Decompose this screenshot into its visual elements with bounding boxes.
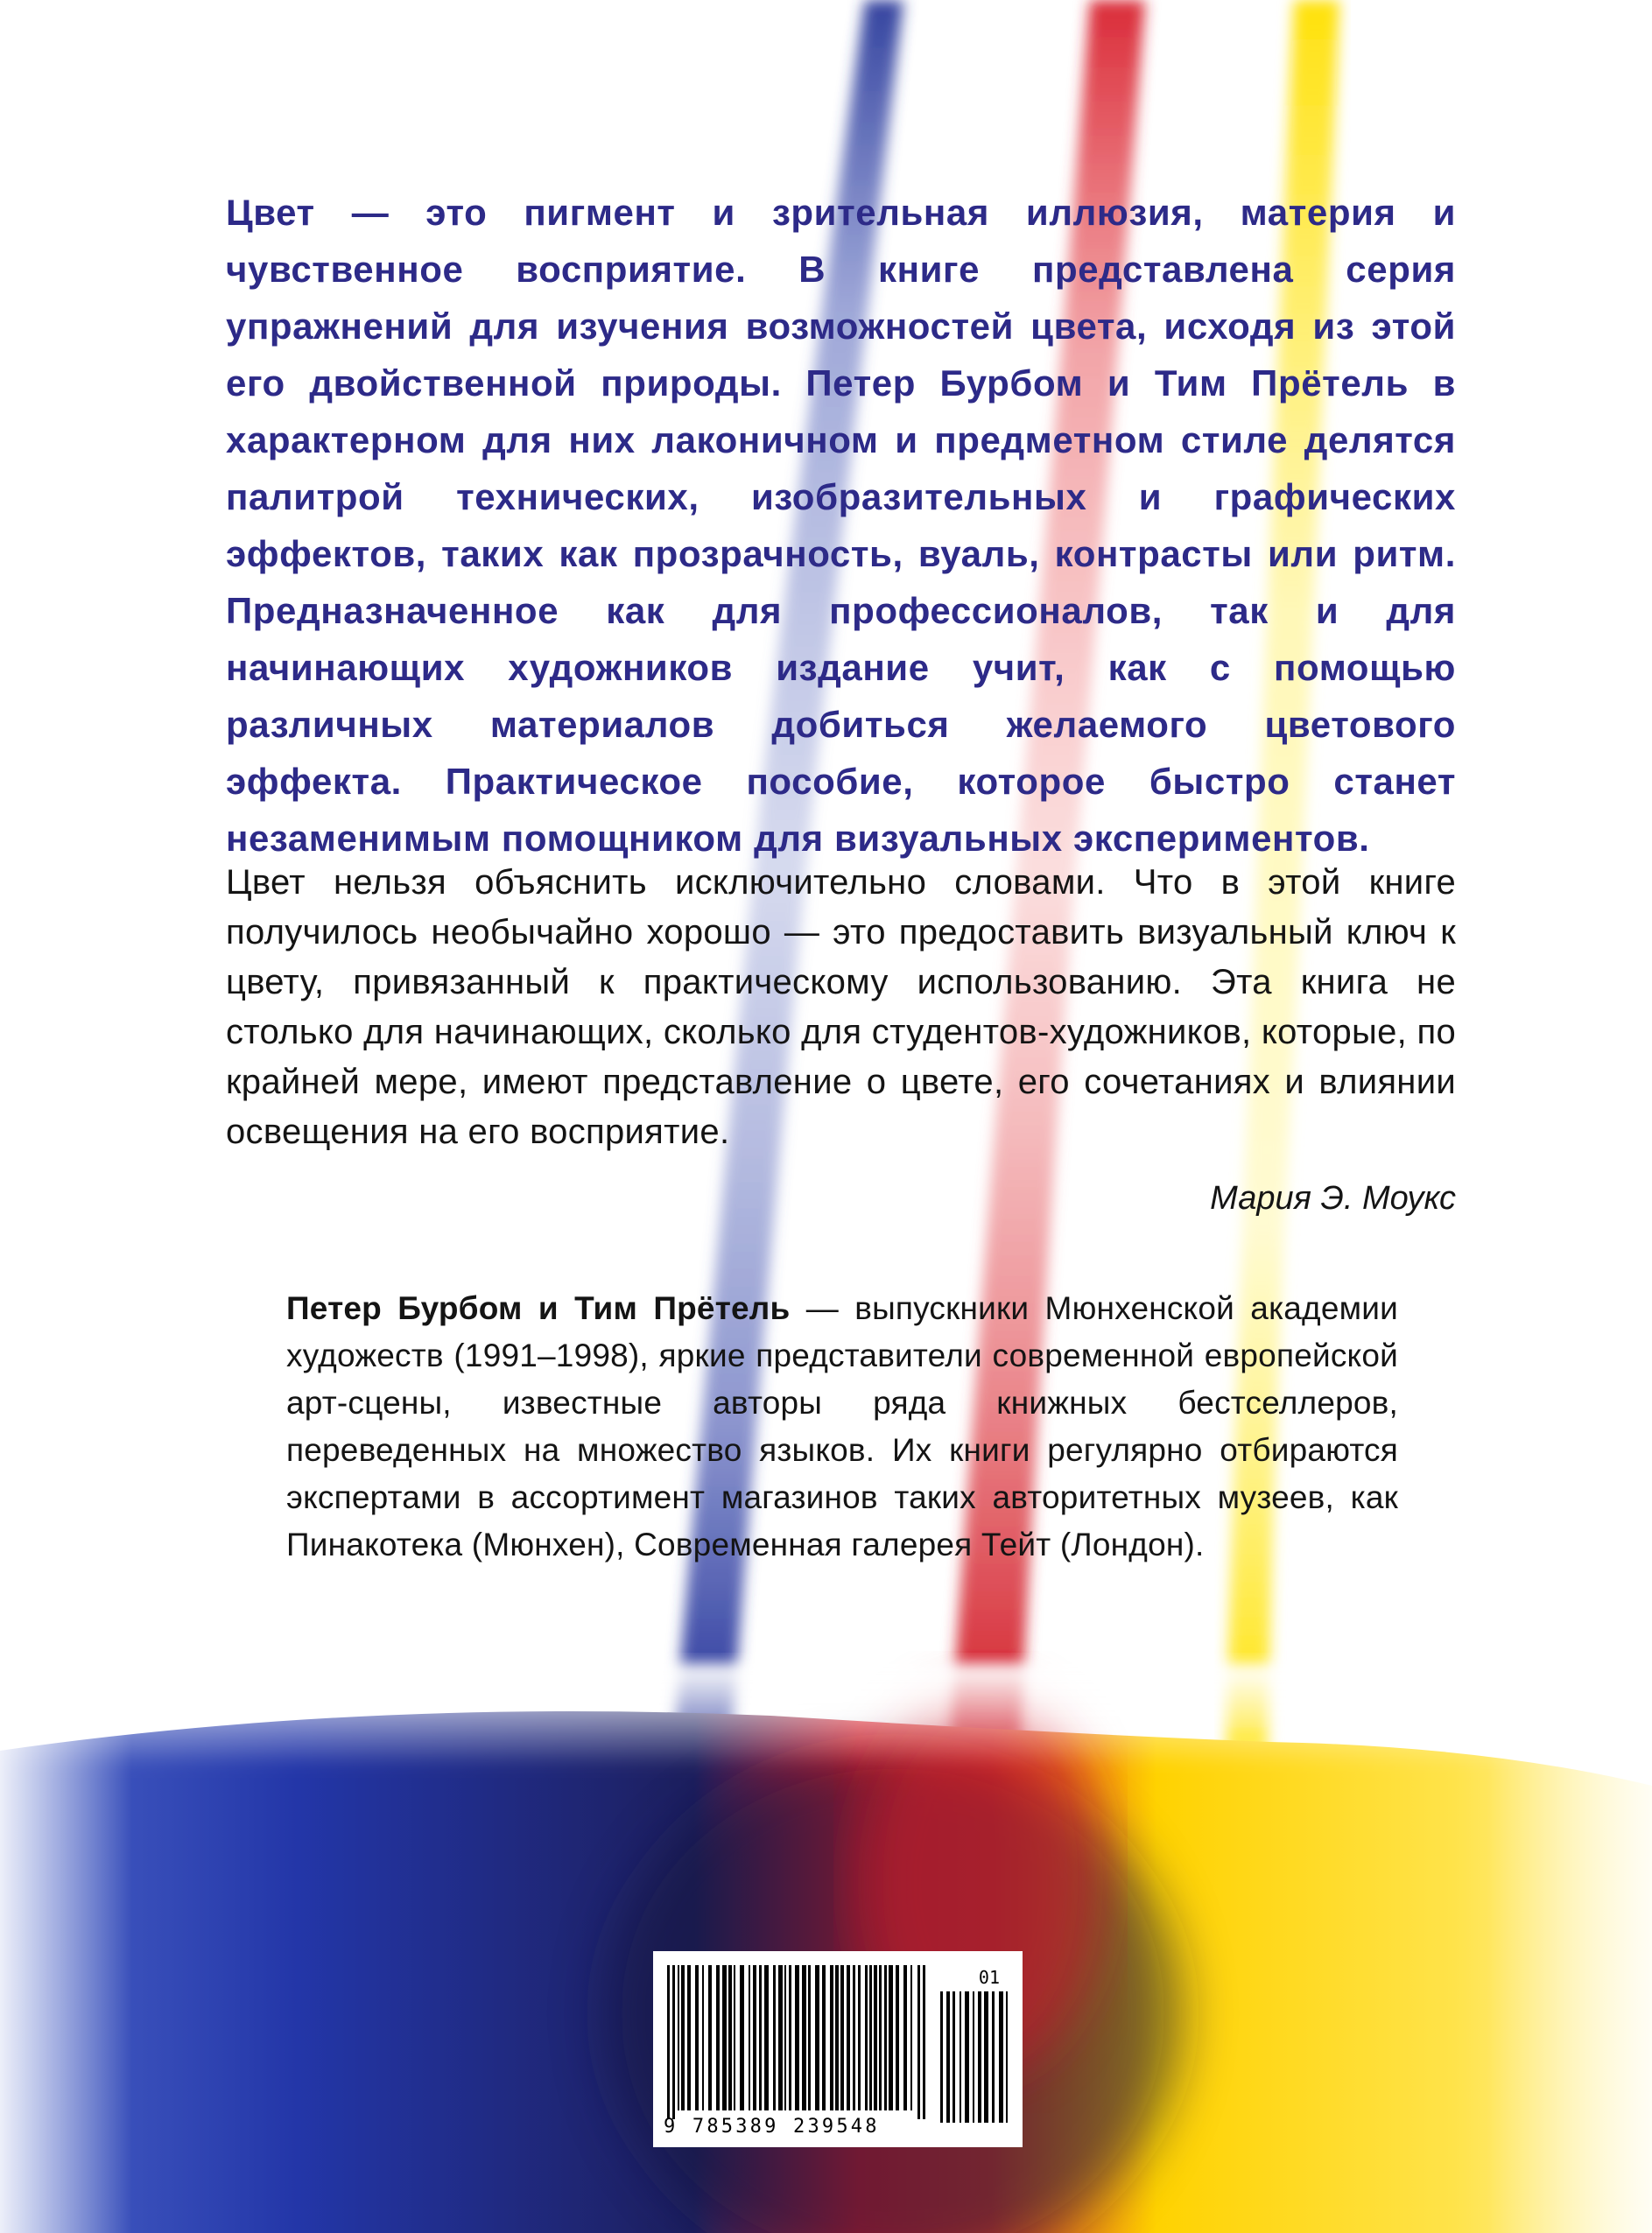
barcode-bar [903,1965,907,2110]
review-quote: Цвет нельзя объяснить исключительно словами. Что в этой книге получилось необычайно хорошо — это предоставить визуальный ключ к цвету, привязанный к практическому использованию. Эта книга не столько для начинающих, сколько для студентов-художников, которые, по крайней мере, имеют представление о цвете, его сочетаниях и влиянии освещения на его восприятие. [226,863,1456,1151]
bio-text: — выпускники Мюнхенской академии художеств (1991–1998), яркие представители современной европейской арт-сцены, известные авторы ряда книжных бестселлеров, переведенных на множество языков. Их книги регулярно отбираются экспертами в ассортимент магазинов таких авторитетных музеев, как Пинакотека (Мюнхен), Современная галерея Тейт (Лондон). [286,1290,1398,1562]
barcode-bar [910,1965,912,2110]
barcode-bar [869,1965,872,2110]
barcode-bar [740,1965,744,2110]
barcode-addon-bar [978,1991,981,2123]
barcode-bar [858,1965,861,2110]
barcode-guard [923,1965,925,2119]
barcode-guard [672,1965,675,2119]
barcode-bar [753,1965,756,2110]
barcode-bar [716,1965,720,2110]
barcode-bar [865,1965,868,2110]
barcode-bar [749,1965,750,2110]
barcode-addon-bar [965,1991,969,2123]
barcode-bar [884,1965,887,2110]
barcode-bar [874,1965,877,2110]
authors-bio [286,1285,1398,1569]
barcode-digits: 9 785389 239548 [664,2116,880,2138]
barcode-bar [778,1965,783,2110]
barcode-bar [847,1965,850,2110]
barcode-bar [835,1965,839,2110]
barcode-addon-bar [946,1991,950,2123]
barcode-bar [795,1965,799,2110]
barcode-bar [789,1965,791,2110]
bio-authors-names: Петер Бурбом и Тим Прётель [286,1290,791,1326]
barcode-bar [678,1965,679,2110]
barcode-bar [802,1965,806,2110]
barcode-bar [853,1965,855,2110]
barcode-addon-digits: 01 [978,1967,1000,1988]
barcode-bar [722,1965,727,2110]
barcode-guard [667,1965,670,2119]
barcode-bar [830,1965,833,2110]
barcode-bar [759,1965,762,2110]
barcode-addon-bar [1006,1991,1008,2123]
barcode-bar [702,1965,704,2110]
barcode-bar [879,1965,882,2110]
isbn-barcode [653,1951,1023,2147]
barcode-addon-bar [973,1991,974,2123]
barcode-addon-bar [984,1991,988,2123]
barcode-addon-bar [960,1991,961,2123]
barcode-bar [773,1965,776,2110]
barcode-bar [728,1965,732,2110]
review-author: Мария Э. Моукс [1210,1180,1456,1217]
intro-paragraph: Цвет — это пигмент и зрительная иллюзия, материя и чувственное восприятие. В книге представлена серия упражнений для изучения возможностей цвета, исходя из этой его двойственной природы. Петер Бурбом и Тим Прётель в характерном для них лаконичном и предметном стиле делятся палитрой технических, изобразительных и графических эффектов, таких как прозрачность, вуаль, контрасты или ритм. Предназначенное как для профессионалов, так и для начинающих художников издание учит, как с помощью различных материалов добиться желаемого цветового эффекта. Практическое пособие, которое быстро станет незаменимым помощником для визуальных экспериментов. [226,192,1456,859]
barcode-bar [840,1965,844,2110]
barcode-bar [822,1965,826,2110]
barcode-bar [784,1965,786,2110]
barcode-bar [896,1965,899,2110]
barcode-bar [695,1965,699,2110]
barcode-bar [681,1965,685,2110]
barcode-bar [708,1965,712,2110]
barcode-guard [917,1965,920,2119]
barcode-bar [815,1965,819,2110]
barcode-bar [734,1965,735,2110]
barcode-bar [889,1965,893,2110]
barcode-bar [764,1965,769,2110]
barcode-bar [687,1965,691,2110]
barcode-addon-bar [999,1991,1003,2123]
barcode-bar [808,1965,811,2110]
barcode-addon-bar [940,1991,943,2123]
barcode-addon-bar [992,1991,995,2123]
barcode-addon-bar [953,1991,955,2123]
